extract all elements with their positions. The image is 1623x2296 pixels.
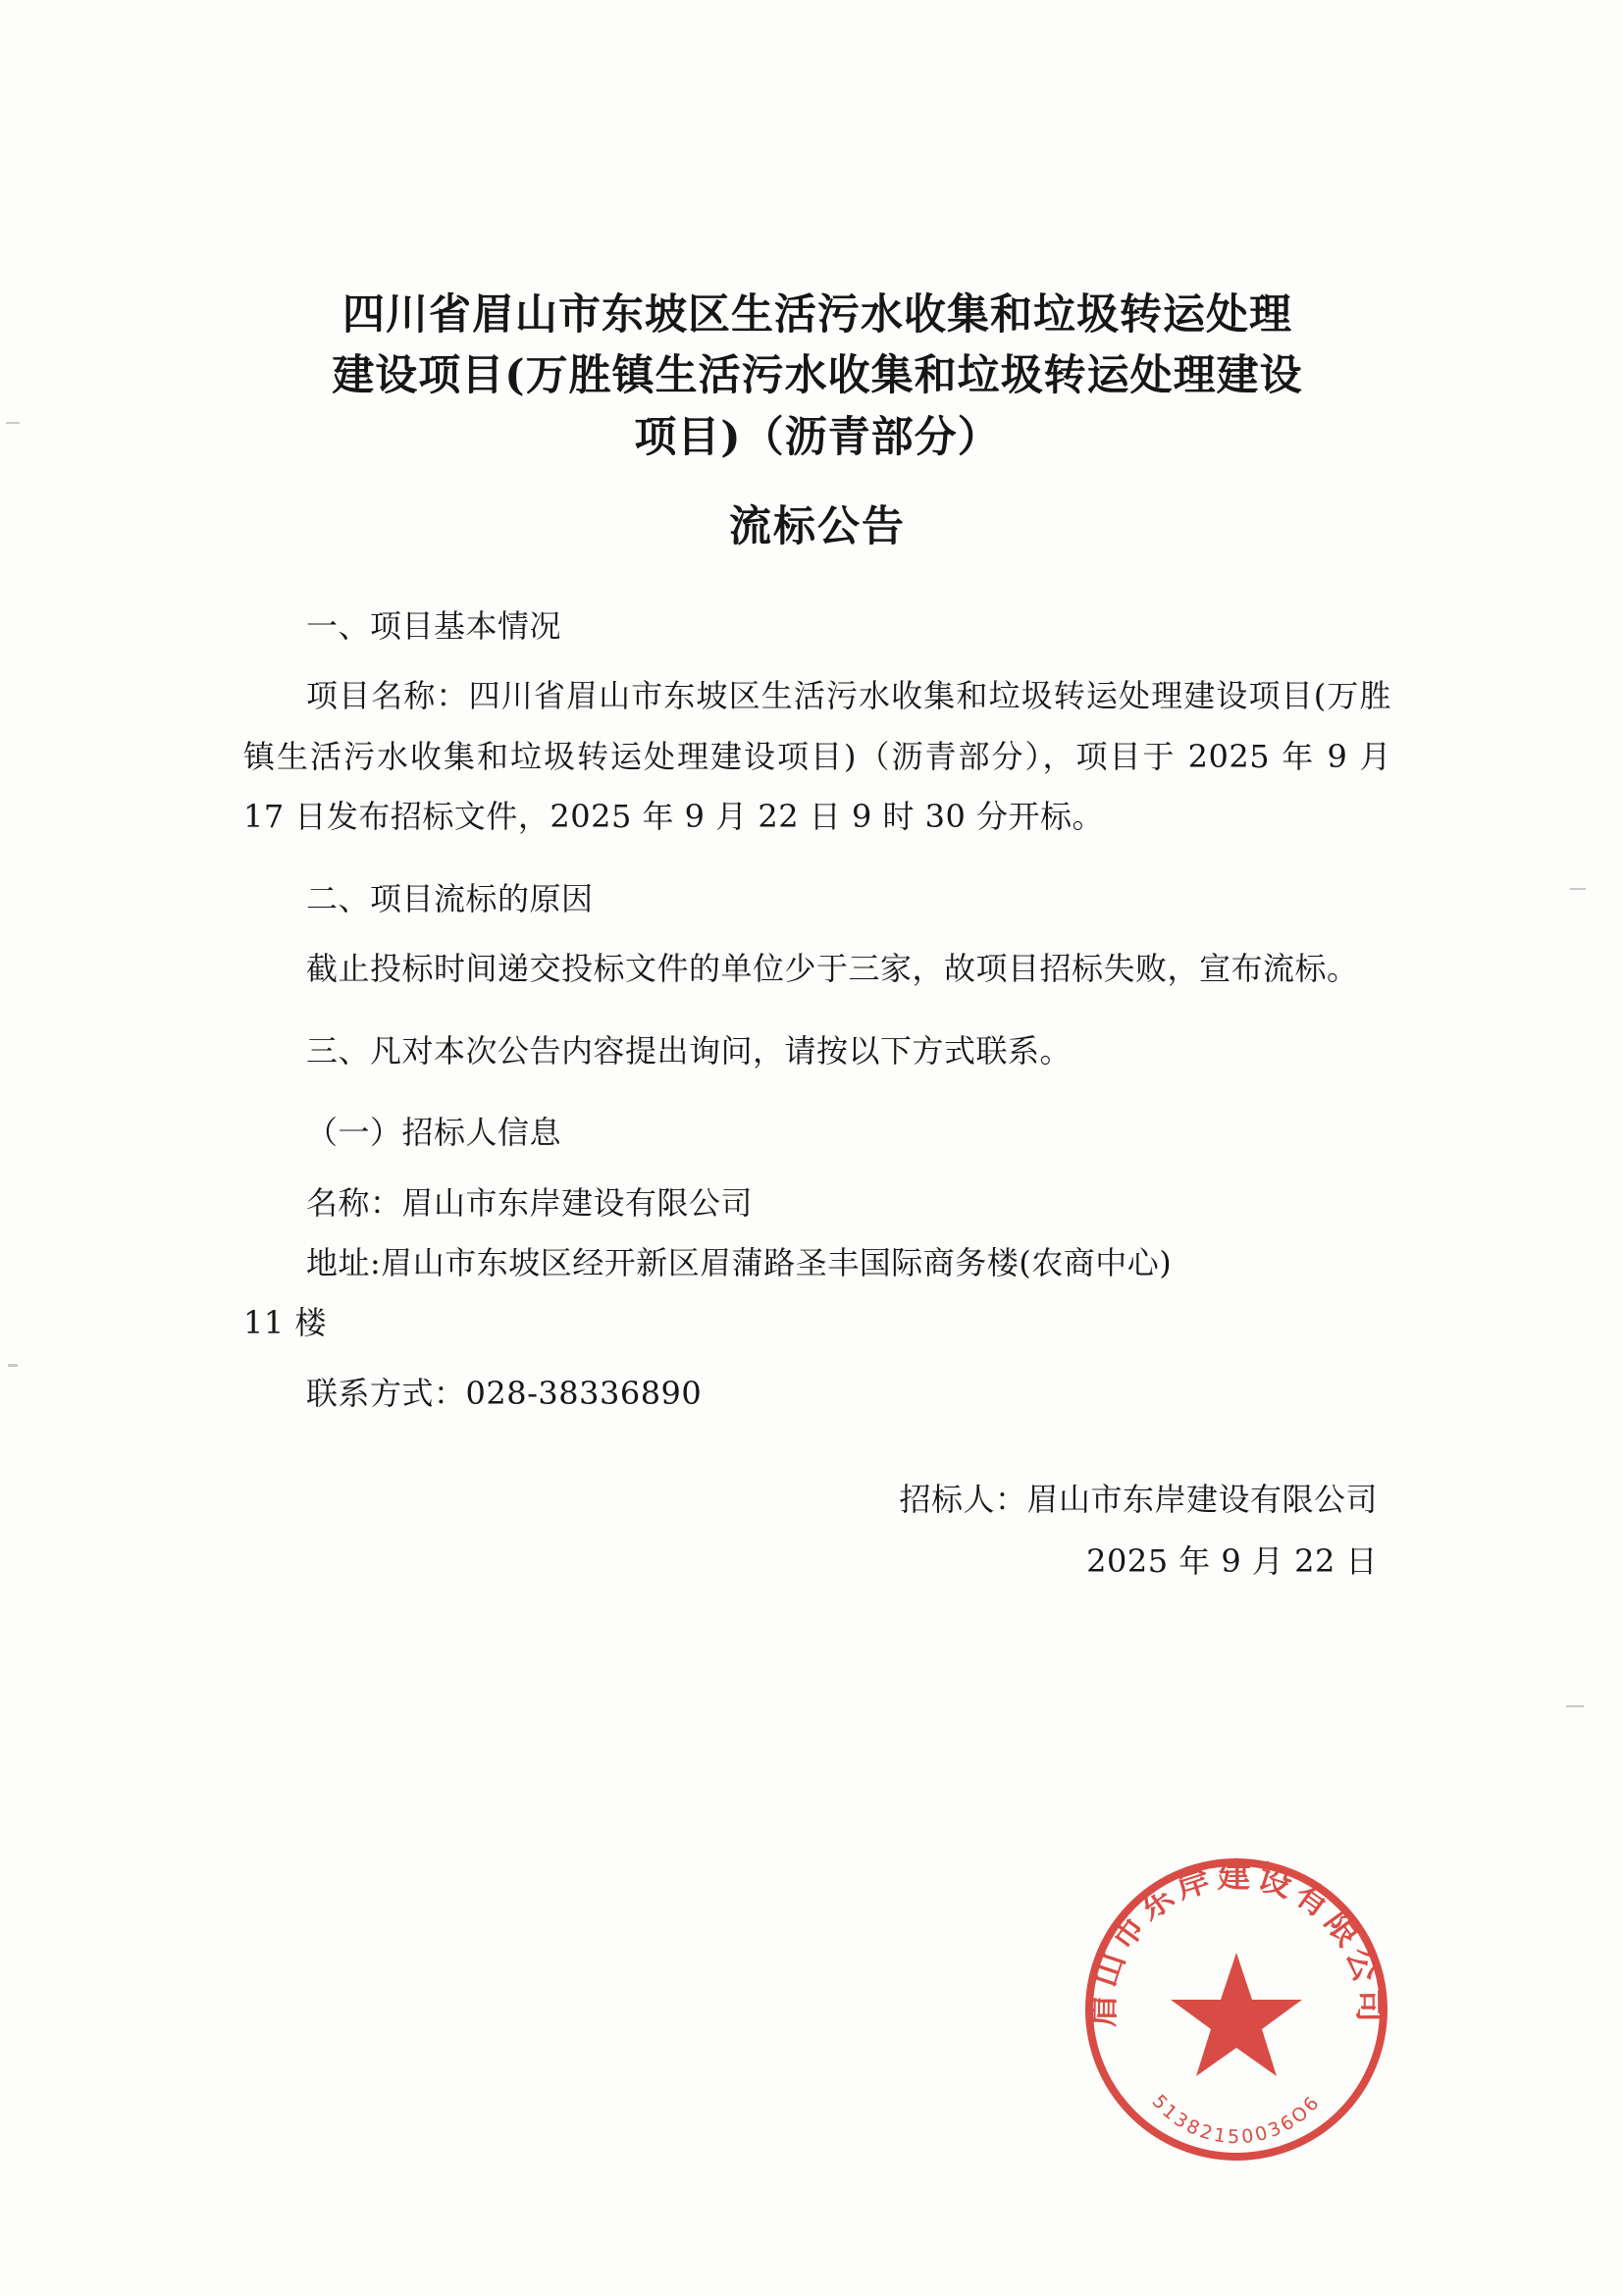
scan-artifact-left-bottom (8, 1364, 18, 1367)
document-content (243, 597, 1391, 1592)
title-line-2: 建设项目(万胜镇生活污水收集和垃圾转运处理建设 (332, 351, 1303, 401)
scan-artifact-left-top (6, 422, 20, 424)
signature-date: 2025 年 9 月 22 日 (1086, 1541, 1378, 1580)
section-heading-2: 二、项目流标的原因 (306, 879, 594, 917)
section-heading-3: 三、凡对本次公告内容提出询问，请按以下方式联系。 (306, 1031, 1073, 1070)
contact-phone: 联系方式：028-38336890 (306, 1374, 703, 1412)
scan-artifact-right-top (1570, 888, 1586, 890)
seal-bottom-text: 51382150036O6 (1147, 2090, 1326, 2149)
document-subtitle: 流标公告 (729, 502, 906, 552)
section-paragraph-1: 项目名称：四川省眉山市东坡区生活污水收集和垃圾转运处理建设项目(万胜镇生活污水收集和垃圾转运处理建设项目)（沥青部分），项目于 2025 年 9 月 17 日发布招标文件，2025 年 9 月 22 日 9 时 30 分开标。 (243, 677, 1391, 836)
svg-text:51382150036O6 (1148, 2091, 1326, 2148)
title-line-3: 项目)（沥青部分） (634, 412, 1001, 462)
contact-address-continued: 11 楼 (243, 1304, 327, 1342)
signature-block (243, 1469, 1391, 1592)
section-paragraph-2: 截止投标时间递交投标文件的单位少于三家，故项目招标失败，宣布流标。 (306, 950, 1359, 988)
document-body (243, 285, 1391, 1592)
scan-artifact-right-bottom (1566, 1705, 1584, 1707)
contact-name: 名称：眉山市东岸建设有限公司 (306, 1183, 754, 1222)
contact-subheading: （一）招标人信息 (306, 1114, 562, 1152)
document-title (243, 285, 1391, 468)
svg-text:眉山市东岸建设有限公司 (1083, 1856, 1389, 2027)
title-line-1: 四川省眉山市东坡区生活污水收集和垃圾转运处理 (342, 290, 1292, 339)
official-seal-icon (1070, 1843, 1403, 2176)
contact-address: 地址:眉山市东坡区经开新区眉蒲路圣丰国际商务楼(农商中心) (306, 1243, 1173, 1281)
section-heading-1: 一、项目基本情况 (306, 607, 562, 646)
seal-top-text: 眉山市东岸建设有限公司 (1082, 1856, 1390, 2028)
signature-issuer: 招标人：眉山市东岸建设有限公司 (899, 1481, 1378, 1519)
